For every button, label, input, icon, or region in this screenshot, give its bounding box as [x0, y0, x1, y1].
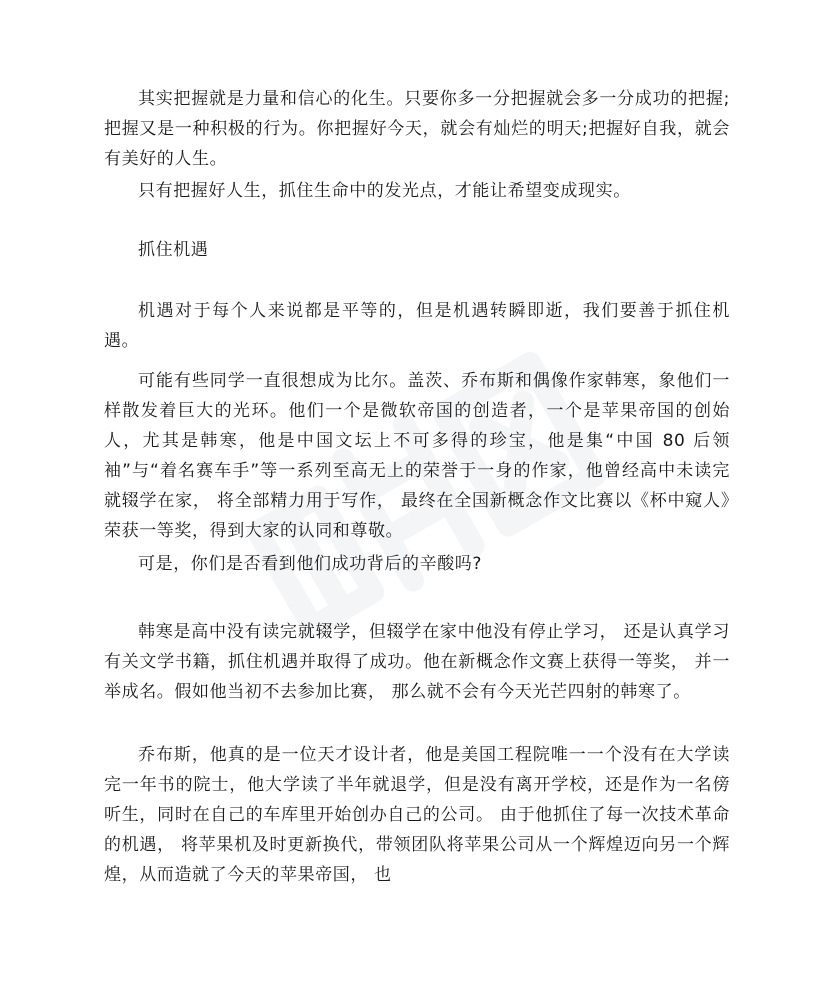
paragraph-role-models: 可能有些同学一直很想成为比尔。盖茨、乔布斯和偶像作家韩寒，象他们一样散发着巨大的光环。他们一个是微软帝国的创造者，一个是苹果帝国的创始人，尤其是韩寒，他是中国文坛上不可多得的珍宝，他是集“中国 80 后领袖”与“着名赛车手”等一系列至高无上的荣誉于一身的作家，他曾经高中未读完就辍学在家， 将全部精力用于写作， 最终在全国新概念作文比赛以《杯中窥人》荣获一等奖，得到大家的认同和尊敬。 [104, 371, 730, 541]
paragraph-question: 可是，你们是否看到他们成功背后的辛酸吗? [138, 554, 483, 574]
section-heading-seize-opportunity: 抓住机遇 [138, 240, 209, 260]
paragraph-grasp-power: 其实把握就是力量和信心的化生。只要你多一分把握就会多一分成功的把握;把握又是一种积极的行为。你把握好今天，就会有灿烂的明天;把握好自我，就会有美好的人生。 [104, 89, 730, 169]
paragraph-jobs: 乔布斯，他真的是一位天才设计者，他是美国工程院唯一一个没有在大学读完一年书的院士，他大学读了半年就退学，但是没有离开学校，还是作为一名傍听生，同时在自己的车库里开始创办自己的公司。 由于他抓住了每一次技术革命的机遇， 将苹果机及时更新换代，带领团队将苹果公司从一个辉煌迈向另一个辉煌，从而造就了今天的苹果帝国， 也 [104, 745, 730, 885]
paragraph-grasp-life: 只有把握好人生，抓住生命中的发光点，才能让希望变成现实。 [138, 181, 631, 201]
paragraph-opportunity-equal: 机遇对于每个人来说都是平等的，但是机遇转瞬即逝，我们要善于抓住机遇。 [104, 301, 730, 351]
paragraph-han-han: 韩寒是高中没有读完就辍学，但辍学在家中他没有停止学习， 还是认真学习有关文学书籍，抓住机遇并取得了成功。他在新概念作文赛上获得一等奖， 并一举成名。假如他当初不去参加比赛， 那么就不会有今天光芒四射的韩寒了。 [104, 622, 730, 702]
